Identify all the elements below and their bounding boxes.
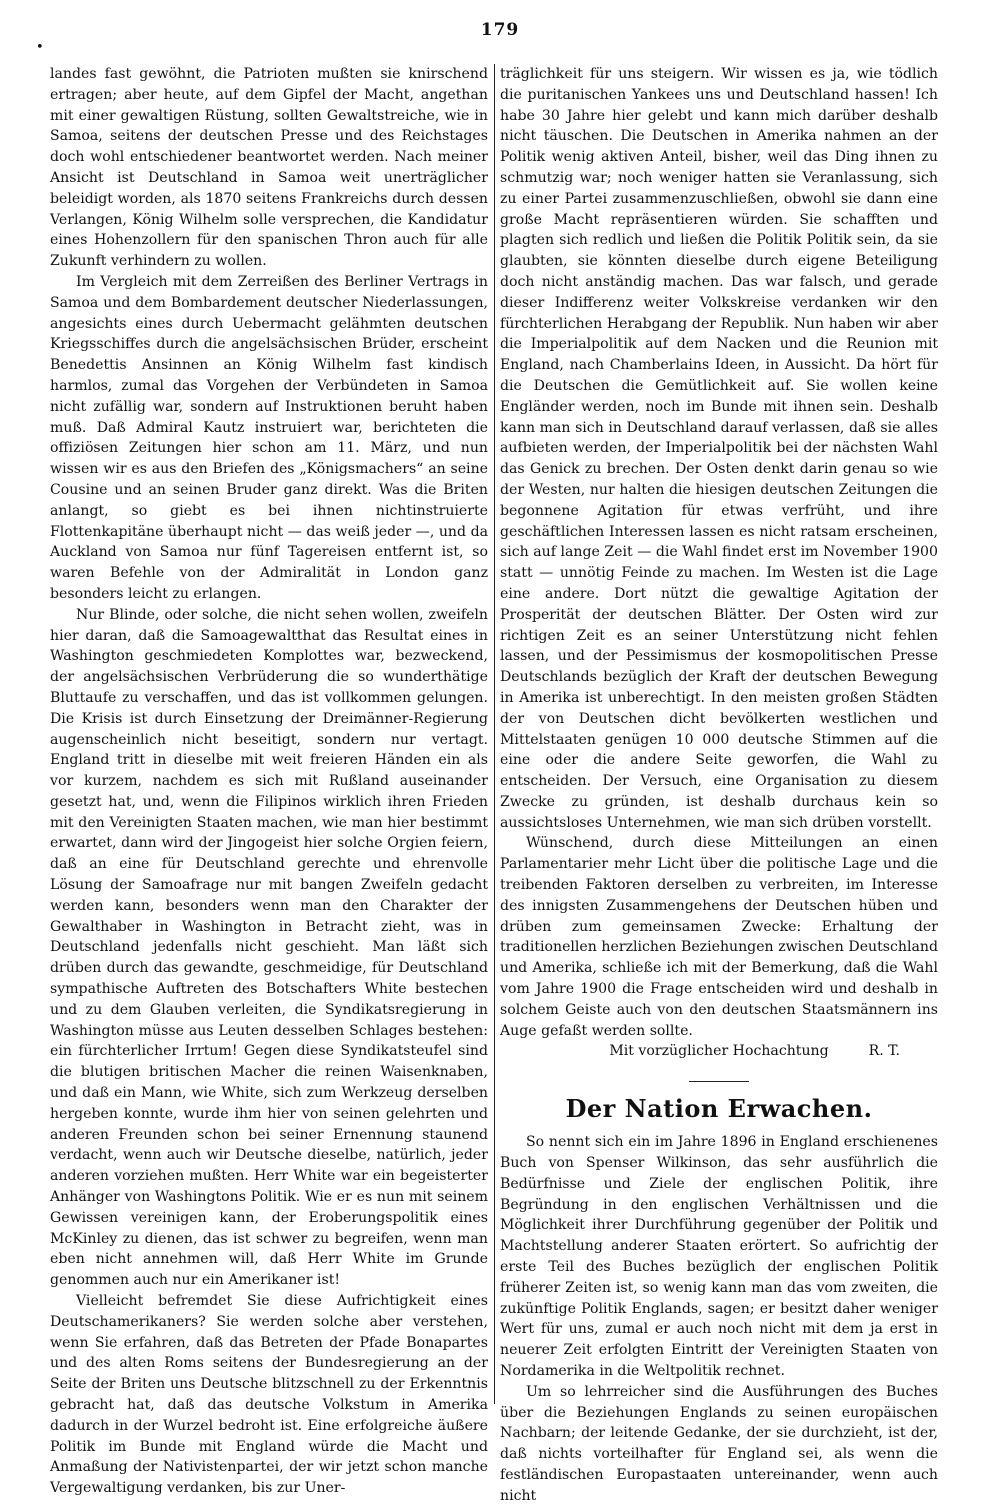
column-divider (494, 64, 495, 1404)
right-paragraph-1: träglichkeit für uns steigern. Wir wissen es ja, wie tödlich die puritanischen Yankees uns und Deutschland hassen! Ich habe 30 Jahre hier gelebt und kann mich darüber deshalb nicht täuschen. Die Deutschen in Amerika nahmen an der Politik wenig aktiven Anteil, bisher, weil das Ding ihnen zu schmutzig war; noch weniger hatten sie Veranlassung, sich zu einer Partei zusammenzuschließen, obwohl sie dann eine große Macht repräsentieren würden. Sie schafften und plagten sich redlich und ließen die Politik Politik sein, da sie glaubten, sie könnten dieselbe durch eigene Beteiligung doch nicht anständig machen. Das war falsch, und gerade dieser Indifferenz weiter Volkskreise verdanken wir den fürchterlichen Herabgang der Republik. Nun haben wir aber die Imperialpolitik auf dem Nacken und die Reunion mit England, nach Chamberlains Ideen, in Aussicht. Da hört für die Deutschen die Gemütlichkeit auf. Sie wollen keine Engländer werden, noch im Bunde mit ihnen sein. Deshalb kann man sich in Deutschland darauf verlassen, daß sie alles aufbieten werden, der Imperialpolitik bei der nächsten Wahl das Genick zu brechen. Der Osten denkt darin genau so wie der Westen, nur halten die hiesigen deutschen Zeitungen die begonnene Agitation für etwas verfrüht, und ihre geschäftlichen Interessen lassen es nicht ratsam erscheinen, sich auf lange Zeit — die Wahl findet erst im November 1900 statt — unnötig Feinde zu machen. Im Westen ist die Lage eine andere. Dort nützt die gewaltige Agitation der Prosperität der deutschen Blätter. Der Osten wird zur richtigen Zeit es an seiner Unterstützung nicht fehlen lassen, und der Pessimismus der kosmopolitischen Presse Deutschlands bezüglich der Kraft der deutschen Bewegung in Amerika ist unberechtigt. In den meisten großen Städten der von Deutschen dicht bevölkerten westlichen und Mittelstaaten genügen 10 000 deutsche Stimmen auf die eine oder die andere Seite geworfen, die Wahl zu entscheiden. Der Versuch, eine Organisation zu diesem Zwecke zu gründen, ist deshalb durchaus kein so aussichtsloses Unternehmen, wie man sich drüben vorstellt. (500, 66, 938, 831)
right-column (500, 64, 938, 1507)
article-paragraph-1: So nennt sich ein im Jahre 1896 in England erschienenes Buch von Spenser Wilkinson, das sehr ausführlich die Bedürfnisse und Ziele der englischen Politik, ihre Begründung in den englischen Verhältnissen und die Möglichkeit ihrer Durchführung gegenüber der Politik und Machtstellung anderer Staaten erörtert. So aufrichtig der erste Teil des Buches bezüglich der englischen Politik früherer Zeiten ist, so wenig kann man das vom zweiten, die zukünftige Politik Englands, sagen; er besitzt daher weniger Wert für uns, zumal er auch noch nicht mit dem ja erst in neuerer Zeit erfolgten Eintritt der Vereinigten Staaten von Nordamerika in die Weltpolitik rechnet. (500, 1134, 938, 1380)
left-paragraph-2: Im Vergleich mit dem Zerreißen des Berliner Vertrags in Samoa und dem Bombardement deutscher Niederlassungen, angesichts eines durch Uebermacht gelähmten deutschen Kriegsschiffes durch die angelsächsischen Brüder, erscheint Benedettis Ansinnen an König Wilhelm fast kindisch harmlos, zumal das Vorgehen der Verbündeten in Samoa nicht zufällig war, sondern auf Instruktionen beruht haben muß. Daß Admiral Kautz instruiert war, berichteten die offiziösen Zeitungen hier schon am 11. März, und nun wissen wir es aus den Briefen des „Königsmachers“ an seine Cousine und an seinen Bruder ganz direkt. Was die Briten anlangt, so giebt es bei ihnen nichtinstruierte Flottenkapitäne überhaupt nicht — das weiß jeder —, und da Auckland von Samoa nur fünf Tagereisen entfernt ist, so waren Befehle von der Admiralität in London ganz besonders leicht zu erlangen. (50, 273, 488, 602)
corner-mark: • (36, 40, 44, 55)
left-paragraph-1: landes fast gewöhnt, die Patrioten mußten sie knirschend ertragen; aber heute, auf dem Gipfel der Macht, angethan mit einer gewaltigen Rüstung, sollten Gewaltstreiche, wie in Samoa, seitens der deutschen Presse und des Reichstages doch wohl entschiedener beantwortet werden. Nach meiner Ansicht ist Deutschland in Samoa weit unerträglicher beleidigt worden, als 1870 seitens Frankreichs durch dessen Verlangen, König Wilhelm solle versprechen, die Kandidatur eines Hohenzollern für den spanischen Thron auch für alle Zukunft verhindern zu wollen. (50, 66, 488, 270)
left-column (50, 64, 488, 1499)
article-heading: Der Nation Erwachen. (565, 1094, 873, 1124)
section-rule (689, 1081, 749, 1082)
article-paragraph-2: Um so lehrreicher sind die Ausführungen des Buches über die Beziehungen Englands zu seinen europäischen Nachbarn; der leitende Gedanke, der sie durchzieht, ist der, daß nichts vorteilhafter für England sei, als wenn die festländischen Europastaaten untereinander, wenn auch nicht (500, 1383, 938, 1504)
signoff-text: Mit vorzüglicher Hochachtung (609, 1043, 829, 1060)
signoff-line (500, 1041, 938, 1062)
left-paragraph-3: Nur Blinde, oder solche, die nicht sehen wollen, zweifeln hier daran, daß die Samoagewaltthat das Resultat eines in Washington geschmiedeten Komplottes war, bezweckend, der angelsächsischen Verbrüderung die so wunderthätige Bluttaufe zu verschaffen, und das ist vollkommen gelungen. Die Krisis ist durch Einsetzung der Dreimänner-Regierung augenscheinlich nicht beseitigt, sondern nur vertagt. England tritt in dieselbe mit weit freieren Händen ein als vor kurzem, nachdem es sich mit Rußland auseinander gesetzt hat, und, wenn die Filipinos wirklich ihren Frieden mit den Vereinigten Staaten machen, wie man hier bestimmt erwartet, dann wird der Jingogeist hier solche Orgien feiern, daß an eine für Deutschland gerechte und ehrenvolle Lösung der Samoafrage nur mit bangen Zweifeln gedacht werden kann, besonders wenn man den Charakter der Gewalthaber in Washington in Betracht zieht, was in Deutschland jedenfalls nicht geschieht. Man läßt sich drüben durch das gewandte, geschmeidige, für Deutschland sympathische Auftreten des Botschafters White bestechen und zu dem Glauben verleiten, die Syndikatsregierung in Washington müsse aus Leuten desselben Schlages bestehen: ein fürchterlicher Irrtum! Gegen diese Syndikatsteufel sind die blutigen britischen Macher die reinen Waisenknaben, und daß ein Mann, wie White, sich zum Werkzeug derselben hergeben konnte, wurde ihm hier von seinen gelehrten und anderen Freunden schon bei seiner Ernennung staunend verdacht, wenn auch wir Deutsche dieselbe, natürlich, jeder anderen vorziehen mußten. Herr White war ein begeisterter Anhänger von Washingtons Politik. Wie er es nun mit seinem Gewissen vereinigen kann, der Eroberungspolitik eines McKinley zu dienen, das ist schwer zu begreifen, wenn man eben nicht annehmen will, daß Herr White im Grunde genommen auch nur ein Amerikaner ist! (50, 606, 488, 1289)
page-number: 179 (480, 20, 520, 40)
right-paragraph-2: Wünschend, durch diese Mitteilungen an einen Parlamentarier mehr Licht über die politische Lage und die treibenden Faktoren derselben zu verbreiten, im Interesse des innigsten Zusammengehens der Deutschen hüben und drüben zum gemeinsamen Zwecke: Erhaltung der traditionellen herzlichen Beziehungen zwischen Deutschland und Amerika, schließe ich mit der Bemerkung, daß die Wahl vom Jahre 1900 die Frage entscheiden wird und deshalb in solchem Geiste auch von den deutschen Staatsmännern ins Auge gefaßt werden sollte. (500, 835, 938, 1039)
author-initials: R. T. (868, 1043, 900, 1060)
left-paragraph-4: Vielleicht befremdet Sie diese Aufrichtigkeit eines Deutschamerikaners? Sie werden solche aber verstehen, wenn Sie erfahren, daß das Betreten der Pfade Bonapartes und des alten Roms seitens der Bundesregierung an der Seite der Briten uns Deutsche blitzschnell zu der Erkenntnis gebracht hat, daß das deutsche Volkstum in Amerika dadurch in der Wurzel bedroht ist. Eine erfolgreiche äußere Politik im Bunde mit England würde die Macht und Anmaßung der Nativistenpartei, der wir jetzt schon manche Vergewaltigung verdanken, bis zur Uner- (50, 1293, 488, 1497)
